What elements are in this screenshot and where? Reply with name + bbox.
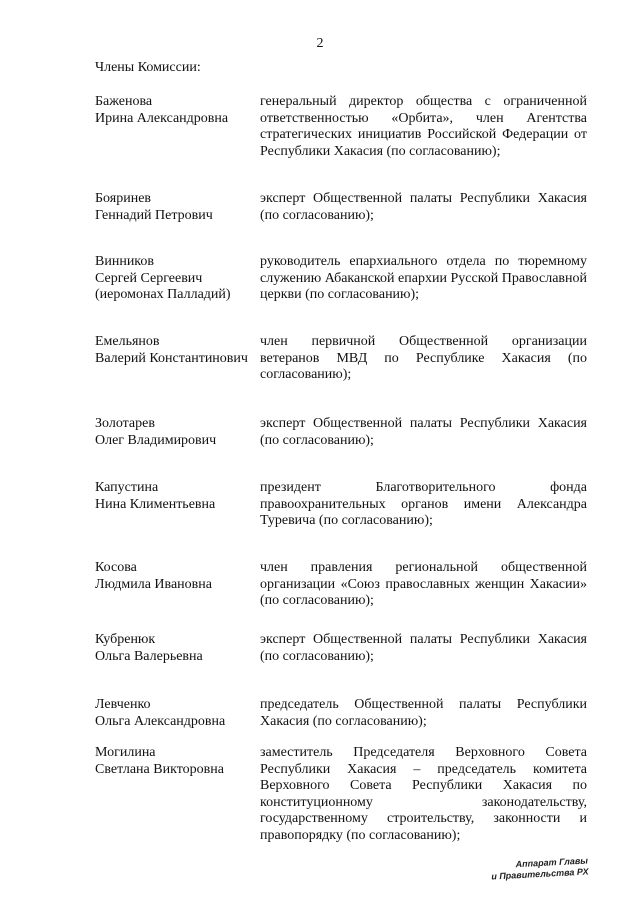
member-role: председатель Общественной палаты Республики Хакасия (по согласованию);: [260, 697, 587, 729]
member-given-name: Валерий Константинович: [95, 350, 248, 366]
section-title: Члены Комиссии:: [95, 60, 201, 75]
member-surname: Баженова: [95, 94, 153, 109]
footer-stamp: [490, 855, 588, 882]
member-role: член первичной Общественной организации ветеранов МВД по Республике Хакасия (по согласованию);: [260, 334, 587, 382]
member-name: [95, 745, 260, 778]
footer-stamp-line: и Правительства РХ: [490, 866, 589, 882]
member-name: [95, 632, 260, 665]
member-given-name: Светлана Викторовна: [95, 761, 224, 777]
member-given-name: Ольга Александровна: [95, 713, 226, 729]
member-name: [95, 697, 260, 730]
member-role: заместитель Председателя Верховного Совета Республики Хакасия – председатель комитета Верховного Совета Республики Хакасия по конституционному законодательству, государственному строительству, законности и правопорядку (по согласованию);: [260, 745, 587, 843]
member-surname: Бояринев: [95, 191, 152, 206]
member-given-name: Ольга Валерьевна: [95, 648, 203, 664]
member-surname: Левченко: [95, 697, 151, 712]
member-given-name: Олег Владимирович: [95, 432, 217, 448]
member-role: член правления региональной общественной организации «Союз православных женщин Хакасии» (по согласованию);: [260, 560, 587, 608]
member-given-name: Сергей Сергеевич: [95, 270, 203, 286]
member-surname: Кубренюк: [95, 632, 156, 647]
member-name: [95, 94, 260, 127]
member-given-name: Геннадий Петрович: [95, 207, 213, 223]
member-surname: Золотарев: [95, 416, 155, 431]
member-given-name: Ирина Александровна: [95, 110, 229, 126]
member-role: эксперт Общественной палаты Республики Хакасия (по согласованию);: [260, 191, 587, 223]
member-given-name: Людмила Ивановна: [95, 576, 212, 592]
member-role: руководитель епархиального отдела по тюремному служению Абаканской епархии Русской Православной церкви (по согласованию);: [260, 254, 587, 302]
member-name: [95, 334, 260, 367]
member-surname: Емельянов: [95, 334, 160, 349]
page-number: 2: [316, 36, 324, 51]
member-surname: Могилина: [95, 745, 156, 760]
member-role: эксперт Общественной палаты Республики Хакасия (по согласованию);: [260, 416, 587, 448]
footer-stamp-line: Аппарат Главы: [515, 855, 588, 870]
member-name: [95, 191, 260, 224]
member-name: [95, 560, 260, 593]
member-surname: Капустина: [95, 480, 159, 495]
member-given-name: Нина Климентьевна: [95, 496, 216, 512]
member-role: генеральный директор общества с ограниченной ответственностью «Орбита», член Агентства стратегических инициатив Российской Федерации от Республики Хакасия (по согласованию);: [260, 94, 587, 159]
member-name: [95, 254, 260, 304]
member-role: президент Благотворительного фонда правоохранительных органов имени Александра Туревича (по согласованию);: [260, 480, 587, 528]
member-surname: Винников: [95, 254, 155, 269]
member-religious-name: (иеромонах Палладий): [95, 287, 231, 302]
member-name: [95, 416, 260, 449]
member-surname: Косова: [95, 560, 137, 575]
member-role: эксперт Общественной палаты Республики Хакасия (по согласованию);: [260, 632, 587, 664]
member-name: [95, 480, 260, 513]
